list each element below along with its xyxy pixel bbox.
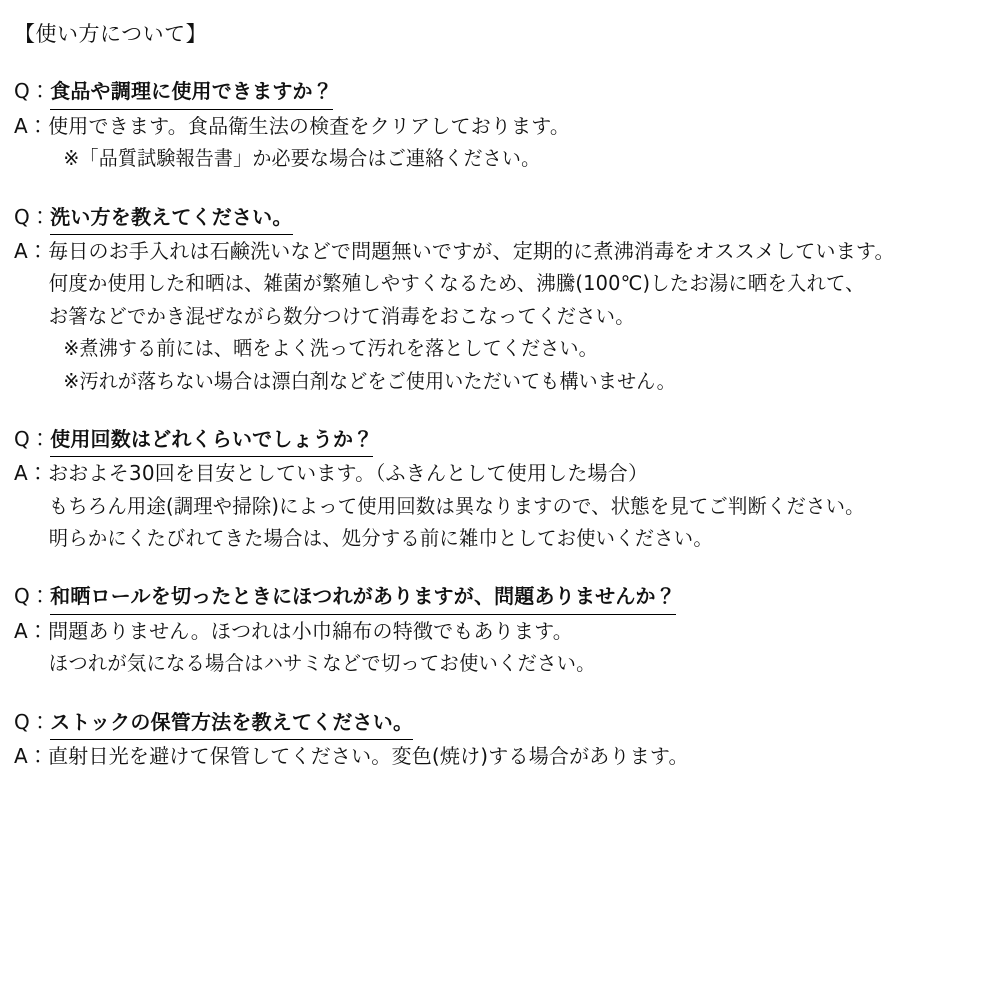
continuation-line: ほつれが気になる場合はハサミなどで切ってお使いください。 (48, 651, 596, 676)
question-prefix: Q： (14, 79, 51, 104)
qa-block (14, 706, 982, 773)
answer-line (14, 740, 982, 772)
question-line (14, 201, 982, 235)
answer-text: 直射日光を避けて保管してください。変色(焼け)する場合があります。 (48, 744, 689, 769)
question-text: 和晒ロールを切ったときにほつれがありますが、問題ありませんか？ (50, 580, 676, 614)
answer-line (14, 615, 982, 647)
answer-prefix: A： (14, 461, 49, 486)
qa-block (14, 75, 982, 174)
question-text: 洗い方を教えてください。 (50, 201, 292, 235)
answer-text: 毎日のお手入れは石鹸洗いなどで問題無いですが、定期的に煮沸消毒をオススメしています。 (48, 238, 895, 263)
question-line (14, 580, 982, 614)
answer-prefix: A： (14, 618, 49, 643)
note-line: ※煮沸する前には、晒をよく洗って汚れを落としてください。 (63, 336, 598, 361)
answer-text: 問題ありません。ほつれは小巾綿布の特徴でもあります。 (48, 618, 573, 643)
question-prefix: Q： (14, 204, 51, 229)
question-text: ストックの保管方法を教えてください。 (50, 706, 413, 740)
question-prefix: Q： (14, 709, 51, 734)
answer-prefix: A： (14, 113, 49, 138)
answer-prefix: A： (14, 238, 49, 263)
note-line: ※汚れが落ちない場合は漂白剤などをご使用いただいても構いません。 (63, 368, 676, 393)
qa-block (14, 201, 982, 397)
question-prefix: Q： (14, 426, 51, 451)
answer-text: 使用できます。食品衛生法の検査をクリアしております。 (48, 113, 571, 138)
answer-prefix: A： (14, 744, 49, 769)
question-prefix: Q： (14, 584, 51, 609)
continuation-line: もちろん用途(調理や掃除)によって使用回数は異なりますので、状態を見てご判断ください。 (48, 493, 865, 518)
continuation-line: 何度か使用した和晒は、雑菌が繁殖しやすくなるため、沸騰(100℃)したお湯に晒を入れて、 (48, 271, 865, 296)
note-line: ※「品質試験報告書」か必要な場合はご連絡ください。 (63, 146, 541, 171)
qa-block (14, 580, 982, 679)
answer-line (14, 110, 982, 142)
qa-block (14, 423, 982, 555)
continuation-line: 明らかにくたびれてきた場合は、処分する前に雑巾としてお使いください。 (48, 526, 713, 551)
answer-line (14, 457, 982, 489)
question-text: 食品や調理に使用できますか？ (50, 75, 333, 109)
question-line (14, 75, 982, 109)
answer-text: おおよそ30回を目安としています。（ふきんとして使用した場合） (48, 461, 649, 486)
question-line (14, 423, 982, 457)
page-title: 【使い方について】 (14, 22, 208, 46)
question-text: 使用回数はどれくらいでしょうか？ (50, 423, 373, 457)
continuation-line: お箸などでかき混ぜながら数分つけて消毒をおこなってください。 (48, 303, 635, 328)
answer-line (14, 235, 982, 267)
question-line (14, 706, 982, 740)
